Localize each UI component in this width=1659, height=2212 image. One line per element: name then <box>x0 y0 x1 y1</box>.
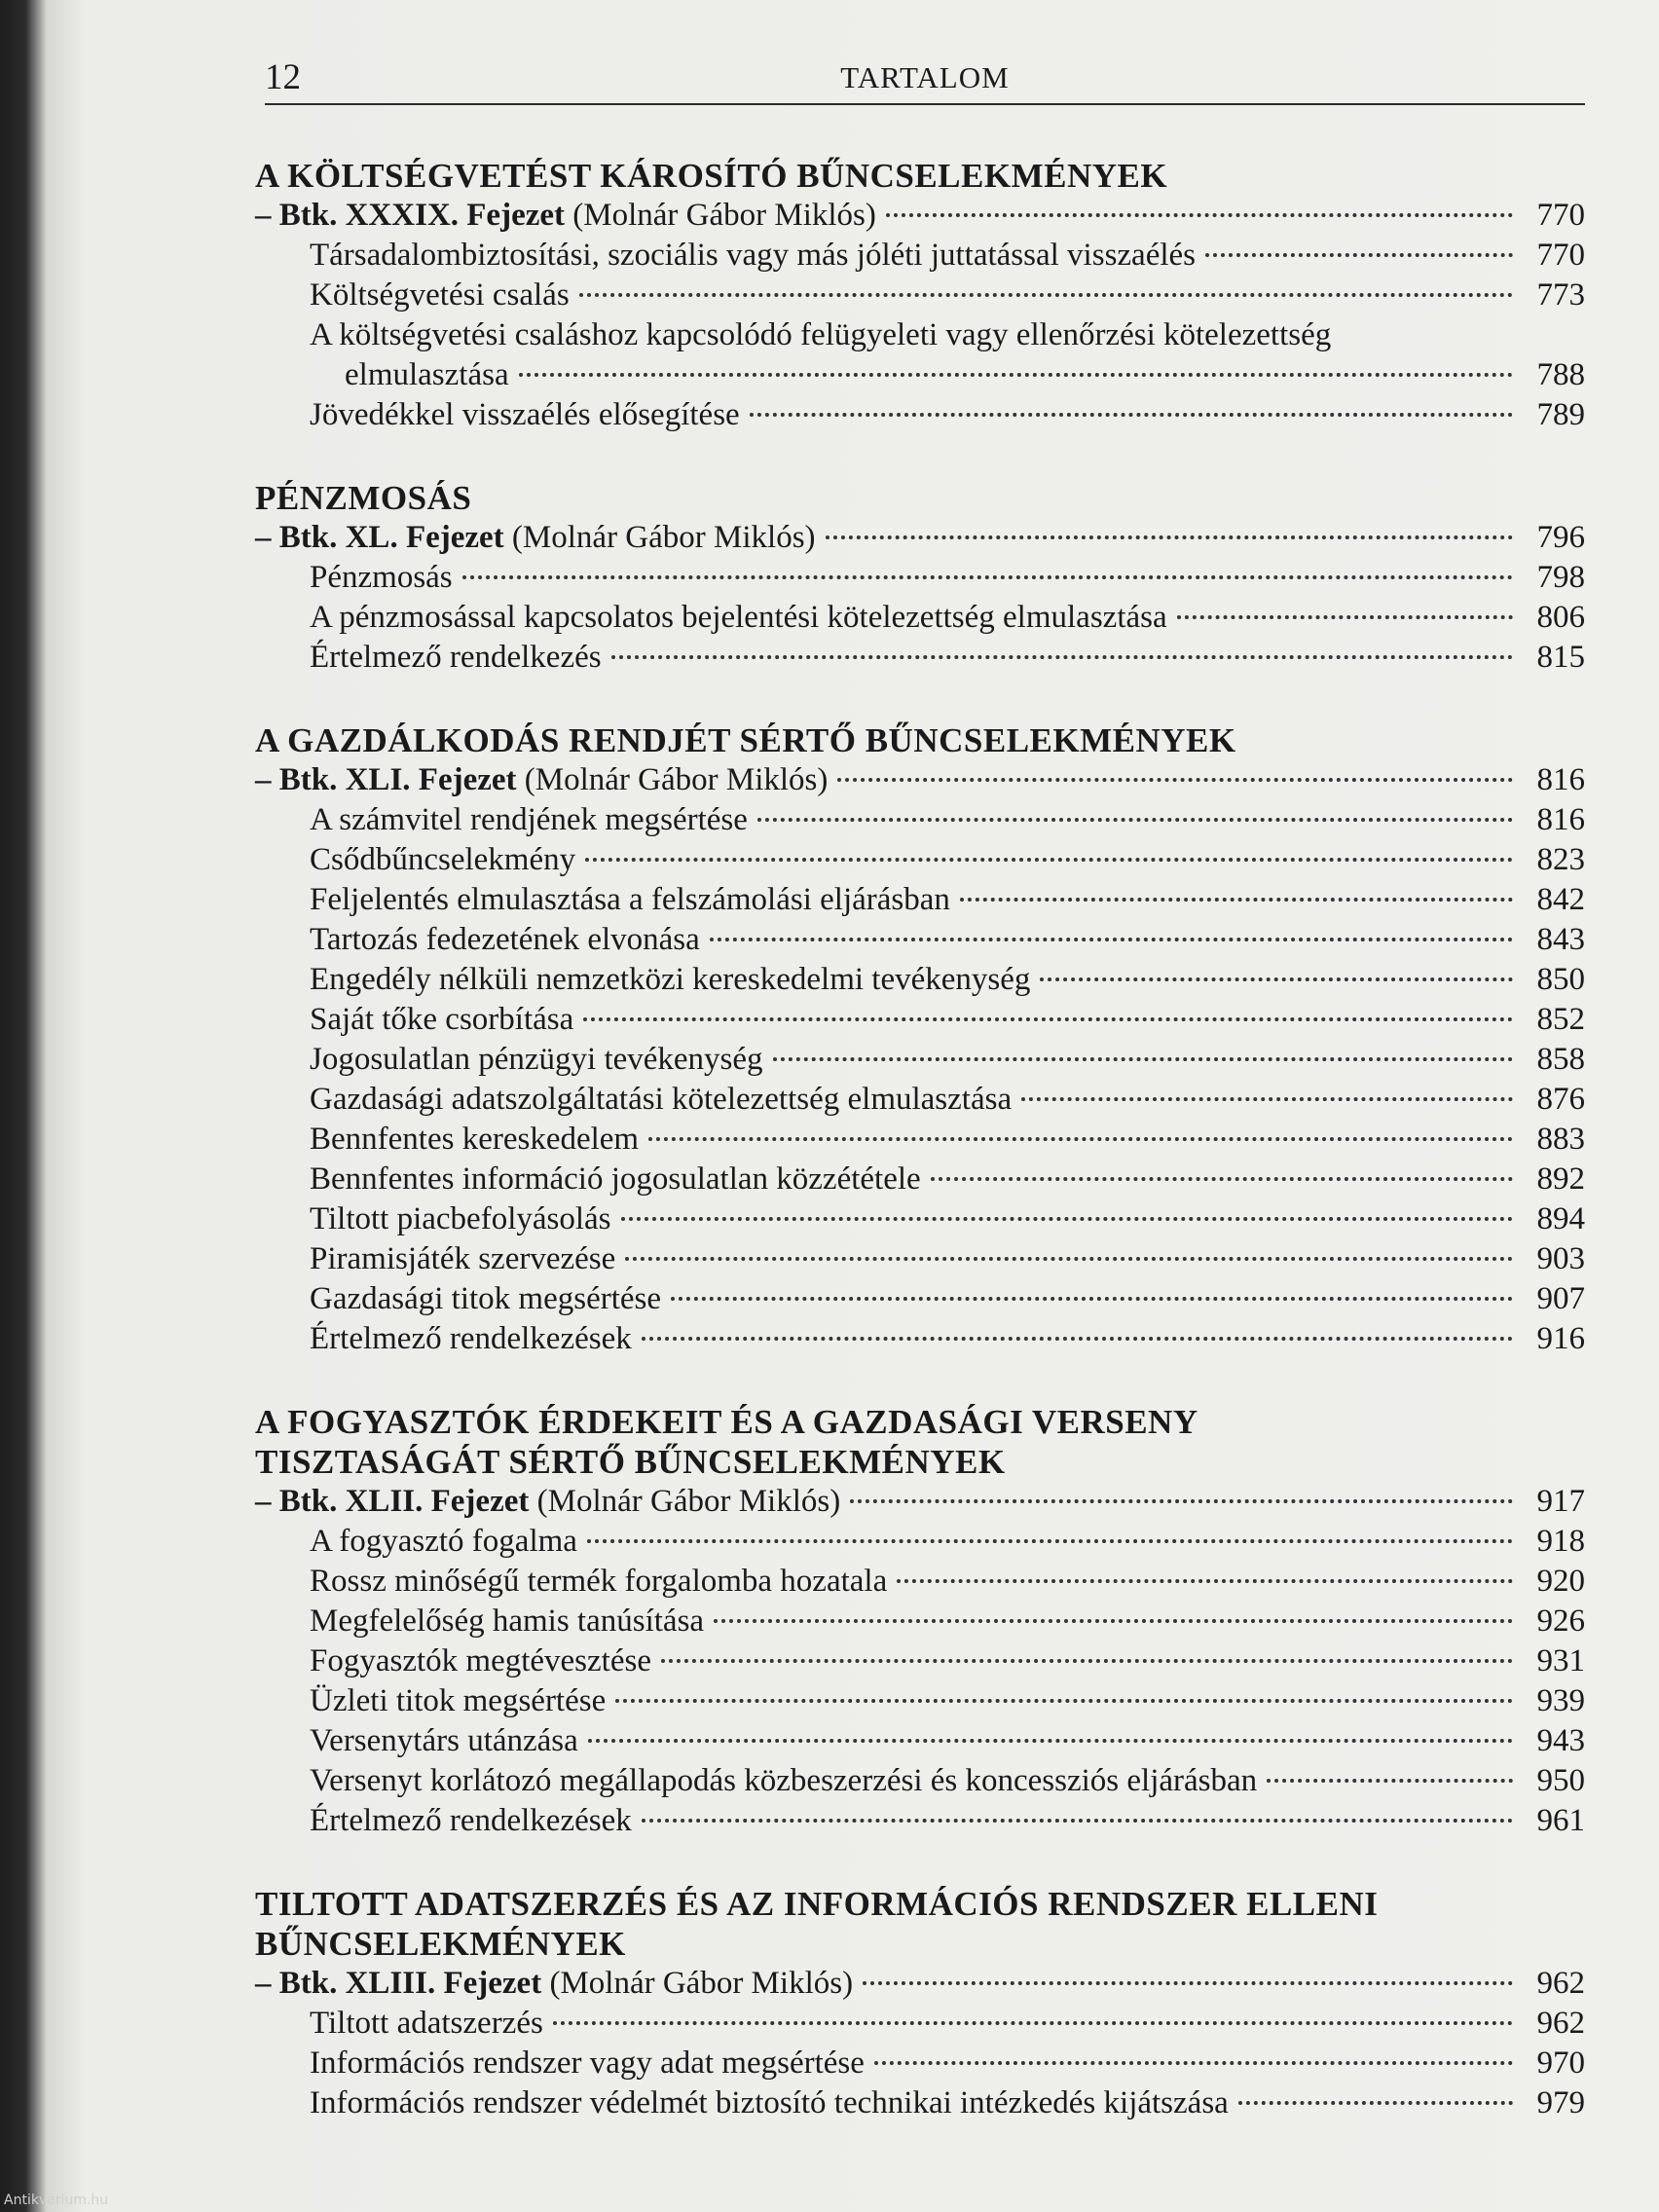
toc-entry <box>255 638 1585 678</box>
page-ref: 806 <box>1536 600 1585 635</box>
section-title: TISZTASÁGÁT SÉRTŐ BŰNCSELEKMÉNYEK <box>255 1443 1006 1481</box>
chapter-number: – Btk. XLII. Fejezet <box>255 1484 530 1519</box>
toc-entry <box>255 1522 1585 1562</box>
entry-title: Gazdasági titok megsértése <box>310 1281 662 1316</box>
chapter-author: (Molnár Gábor Miklós) <box>529 1484 841 1519</box>
entry-title: Tartozás fedezetének elvonása <box>310 922 700 957</box>
entry-title: Értelmező rendelkezések <box>310 1321 632 1356</box>
entry-title: A számvitel rendjének megsértése <box>310 802 748 837</box>
chapter-author: (Molnár Gábor Miklós) <box>516 762 829 797</box>
page-ref: 850 <box>1536 962 1585 997</box>
toc-section <box>255 1402 1585 1841</box>
dot-leader <box>1238 2101 1513 2105</box>
page-ref: 918 <box>1536 1524 1585 1559</box>
entry-title: Megfelelőség hamis tanúsítása <box>310 1604 705 1639</box>
entry-title: Versenyt korlátozó megállapodás közbeszerzési és koncessziós eljárásban <box>310 1763 1258 1798</box>
toc-entry <box>255 1562 1585 1602</box>
dot-leader <box>587 1539 1513 1543</box>
chapter-number: – Btk. XLI. Fejezet <box>255 762 517 797</box>
page-ref: 894 <box>1536 1201 1585 1236</box>
dot-leader <box>1267 1779 1513 1783</box>
dot-leader <box>462 575 1513 579</box>
page-ref: 903 <box>1536 1241 1585 1276</box>
chapter-number: – Btk. XLIII. Fejezet <box>255 1966 542 2001</box>
toc-entry <box>255 1641 1585 1681</box>
chapter-row <box>255 196 1585 236</box>
dot-leader <box>621 1217 1513 1221</box>
chapter-row <box>255 1482 1585 1522</box>
entry-title: Társadalombiztosítási, szociális vagy más jóléti juttatással visszaélés <box>310 238 1197 273</box>
page-ref: 907 <box>1536 1281 1585 1316</box>
dot-leader <box>553 2021 1513 2025</box>
toc-entry <box>255 1279 1585 1319</box>
chapter-label <box>255 196 876 236</box>
section-title: PÉNZMOSÁS <box>255 479 472 517</box>
chapter-label <box>255 1482 840 1522</box>
page-ref: 916 <box>1536 1321 1585 1356</box>
dot-leader <box>611 655 1513 659</box>
entry-title: Feljelentés elmulasztása a felszámolási eljárásban <box>310 882 950 917</box>
entry-title: Bennfentes kereskedelem <box>310 1122 640 1157</box>
entry-title: Információs rendszer vagy adat megsértése <box>310 2046 865 2081</box>
chapter-label <box>255 760 828 800</box>
chapter-row <box>255 760 1585 800</box>
entry-title: A fogyasztó fogalma <box>310 1524 577 1559</box>
chapter-number: – Btk. XXXIX. Fejezet <box>255 198 565 233</box>
dot-leader <box>837 778 1513 782</box>
page-ref: 939 <box>1536 1683 1585 1718</box>
entry-title: Tiltott adatszerzés <box>310 2006 543 2041</box>
page-ref: 979 <box>1536 2085 1585 2120</box>
entry-title: Költségvetési csalás <box>310 277 570 313</box>
page-ref: 852 <box>1536 1002 1585 1037</box>
page-ref: 796 <box>1536 520 1585 555</box>
dot-leader <box>585 858 1513 862</box>
page-ref: 788 <box>1536 357 1585 392</box>
section-title: A GAZDÁLKODÁS RENDJÉT SÉRTŐ BŰNCSELEKMÉNYEK <box>255 721 1236 759</box>
entry-title: Üzleti titok megsértése <box>310 1683 607 1718</box>
toc-section <box>255 720 1585 1359</box>
dot-leader <box>648 1137 1513 1141</box>
toc-entry <box>255 1801 1585 1841</box>
dot-leader <box>1205 253 1513 257</box>
toc-entry <box>255 558 1585 598</box>
toc-section <box>255 1884 1585 2123</box>
page-ref: 883 <box>1536 1122 1585 1157</box>
entry-title: Jövedékkel visszaélés elősegítése <box>310 397 740 432</box>
dot-leader <box>625 1257 1513 1261</box>
chapter-label <box>255 1964 853 2004</box>
toc-entry <box>255 1199 1585 1239</box>
entry-title: Engedély nélküli nemzetközi kereskedelmi tevékenység <box>310 962 1031 997</box>
entry-title: Versenytárs utánzása <box>310 1723 578 1758</box>
dot-leader <box>757 818 1513 822</box>
page-ref: 917 <box>1536 1484 1585 1519</box>
toc-entry <box>255 2004 1585 2044</box>
dot-leader <box>710 938 1513 941</box>
toc-section <box>255 156 1585 435</box>
page-ref: 843 <box>1536 922 1585 957</box>
dot-leader <box>850 1499 1513 1503</box>
watermark: Antikvarium.hu <box>4 2193 109 2208</box>
page-ref: 770 <box>1536 198 1585 233</box>
page-ref: 816 <box>1536 802 1585 837</box>
toc-entry-first-line: A költségvetési csaláshoz kapcsolódó felügyeleti vagy ellenőrzési kötelezettség <box>310 317 1332 352</box>
dot-leader <box>897 1579 1513 1583</box>
chapter-author: (Molnár Gábor Miklós) <box>541 1966 854 2001</box>
dot-leader <box>826 535 1513 539</box>
page-header <box>265 55 1585 105</box>
toc-section <box>255 478 1585 678</box>
dot-leader <box>671 1297 1513 1301</box>
page-ref: 823 <box>1536 842 1585 877</box>
page-ref: 773 <box>1536 277 1585 313</box>
chapter-number: – Btk. XL. Fejezet <box>255 520 504 555</box>
page-ref: 858 <box>1536 1042 1585 1077</box>
toc-entry <box>255 355 1585 395</box>
dot-leader <box>960 898 1513 902</box>
toc-entry <box>255 1160 1585 1199</box>
toc-entry <box>255 2044 1585 2083</box>
dot-leader <box>1040 977 1513 981</box>
entry-title: Saját tőke csorbítása <box>310 1002 574 1037</box>
dot-leader <box>863 1981 1513 1985</box>
dot-leader <box>642 1819 1513 1823</box>
entry-title: Értelmező rendelkezések <box>310 1803 632 1838</box>
page-number: 12 <box>265 57 301 97</box>
toc-entry <box>255 598 1585 638</box>
toc-entry <box>255 1120 1585 1160</box>
entry-title: A pénzmosással kapcsolatos bejelentési kötelezettség elmulasztása <box>310 600 1167 635</box>
toc-entry <box>255 1000 1585 1040</box>
toc-entry <box>255 2083 1585 2123</box>
page-ref: 970 <box>1536 2046 1585 2081</box>
toc-entry <box>255 236 1585 276</box>
dot-leader <box>583 1017 1513 1021</box>
entry-title: Értelmező rendelkezés <box>310 640 602 675</box>
entry-title: Fogyasztók megtévesztése <box>310 1643 651 1678</box>
entry-title: Rossz minőségű termék forgalomba hozatala <box>310 1564 888 1599</box>
chapter-author: (Molnár Gábor Miklós) <box>503 520 816 555</box>
page-ref: 962 <box>1536 2006 1585 2041</box>
toc-entry <box>255 840 1585 880</box>
toc-entry <box>255 920 1585 960</box>
dot-leader <box>1177 615 1513 619</box>
toc-entry <box>255 276 1585 315</box>
dot-leader <box>714 1619 1513 1623</box>
page-ref: 961 <box>1536 1803 1585 1838</box>
entry-title: elmulasztása <box>345 357 509 392</box>
entry-title: Pénzmosás <box>310 560 453 595</box>
entry-title: Tiltott piacbefolyásolás <box>310 1201 611 1236</box>
dot-leader <box>588 1739 1513 1743</box>
toc-entry <box>255 1602 1585 1641</box>
toc-entry <box>255 1761 1585 1801</box>
toc-entry <box>255 1080 1585 1120</box>
dot-leader <box>579 293 1513 297</box>
page-ref: 798 <box>1536 560 1585 595</box>
toc-entry <box>255 1319 1585 1359</box>
dot-leader <box>661 1659 1513 1663</box>
chapter-label <box>255 518 816 558</box>
section-title: A FOGYASZTÓK ÉRDEKEIT ÉS A GAZDASÁGI VERSENY <box>255 1403 1198 1441</box>
dot-leader <box>1021 1097 1513 1101</box>
page-ref: 943 <box>1536 1723 1585 1758</box>
table-of-contents <box>255 156 1585 2166</box>
dot-leader <box>519 373 1513 377</box>
entry-title: Bennfentes információ jogosulatlan közzététele <box>310 1161 921 1197</box>
page-ref: 920 <box>1536 1564 1585 1599</box>
chapter-row <box>255 1964 1585 2004</box>
entry-title: Információs rendszer védelmét biztosító technikai intézkedés kijátszása <box>310 2085 1229 2120</box>
page-ref: 962 <box>1536 1966 1585 2001</box>
page-ref: 926 <box>1536 1604 1585 1639</box>
page-ref: 815 <box>1536 640 1585 675</box>
page-ref: 789 <box>1536 397 1585 432</box>
page-ref: 842 <box>1536 882 1585 917</box>
toc-entry <box>255 800 1585 840</box>
page-ref: 816 <box>1536 762 1585 797</box>
dot-leader <box>642 1337 1513 1341</box>
chapter-author: (Molnár Gábor Miklós) <box>565 198 876 233</box>
entry-title: Piramisjáték szervezése <box>310 1241 616 1276</box>
toc-entry <box>255 960 1585 1000</box>
dot-leader <box>750 413 1513 417</box>
toc-entry <box>255 1040 1585 1080</box>
page-ref: 950 <box>1536 1763 1585 1798</box>
page-ref: 931 <box>1536 1643 1585 1678</box>
running-title: TARTALOM <box>840 60 1010 94</box>
dot-leader <box>931 1177 1513 1181</box>
entry-title: Jogosulatlan pénzügyi tevékenység <box>310 1042 763 1077</box>
page-ref: 770 <box>1536 238 1585 273</box>
entry-title: Gazdasági adatszolgáltatási kötelezettség elmulasztása <box>310 1082 1013 1117</box>
section-title: A KÖLTSÉGVETÉST KÁROSÍTÓ BŰNCSELEKMÉNYEK <box>255 157 1168 195</box>
dot-leader <box>615 1699 1513 1703</box>
dot-leader <box>874 2061 1513 2065</box>
toc-entry <box>255 395 1585 435</box>
page-ref: 892 <box>1536 1161 1585 1197</box>
page-ref: 876 <box>1536 1082 1585 1117</box>
section-title: TILTOTT ADATSZERZÉS ÉS AZ INFORMÁCIÓS RENDSZER ELLENI <box>255 1885 1379 1923</box>
entry-title: Csődbűncselekmény <box>310 842 576 877</box>
chapter-row <box>255 518 1585 558</box>
toc-entry <box>255 1721 1585 1761</box>
book-spine-shadow <box>0 0 47 2212</box>
dot-leader <box>773 1057 1513 1061</box>
dot-leader <box>886 213 1513 217</box>
toc-entry <box>255 1239 1585 1279</box>
toc-entry <box>255 1681 1585 1721</box>
section-title: BŰNCSELEKMÉNYEK <box>255 1925 626 1963</box>
toc-entry <box>255 880 1585 920</box>
